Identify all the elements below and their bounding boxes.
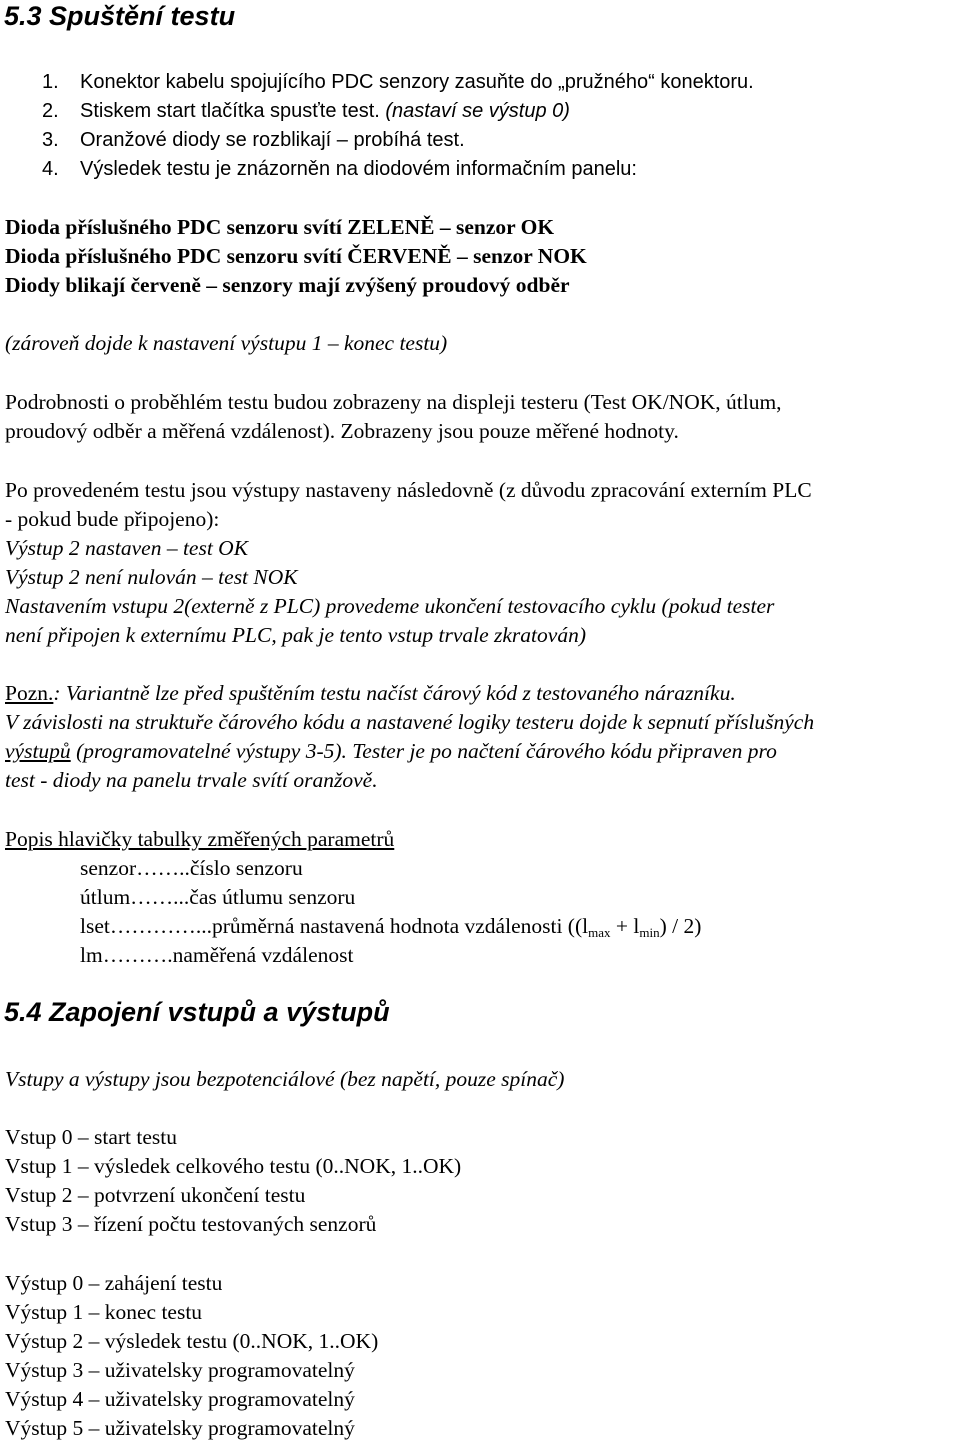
- input-0-line: Vstup 0 – start testu: [5, 1125, 177, 1149]
- input-3-line: Vstup 3 – řízení počtu testovaných senzorů: [5, 1212, 377, 1236]
- step-2: [42, 98, 570, 124]
- input-2-line: Vstup 2 – potvrzení ukončení testu: [5, 1183, 306, 1207]
- param-dots: ……….: [102, 943, 173, 967]
- step-number: 4.: [42, 158, 59, 180]
- table-header-row-utlum: [80, 884, 355, 910]
- table-header-row-lm: [80, 942, 353, 968]
- step-text: Oranžové diody se rozblikají – probíhá test.: [80, 129, 465, 151]
- note-line-4: test - diody na panelu trvale svítí oranžově.: [5, 768, 378, 792]
- output-0-line: Výstup 0 – zahájení testu: [5, 1271, 223, 1295]
- note-underlined-word: výstupů: [5, 739, 71, 763]
- param-desc: ..číslo senzoru: [179, 856, 303, 880]
- outputs-intro-line-2: - pokud bude připojeno):: [5, 507, 220, 531]
- step-text: Konektor kabelu spojujícího PDC senzory zasuňte do „pružného“ konektoru.: [80, 71, 754, 93]
- param-desc: naměřená vzdálenost: [172, 943, 354, 967]
- step-4: [42, 156, 637, 182]
- diode-red-line: Dioda příslušného PDC senzoru svítí ČERVENĚ – senzor NOK: [5, 244, 587, 268]
- subscript-min: min: [639, 925, 660, 940]
- output-2-ok-line: Výstup 2 nastaven – test OK: [5, 536, 249, 560]
- output-2-nok-line: Výstup 2 není nulován – test NOK: [5, 565, 298, 589]
- note-line-2: V závislosti na struktuře čárového kódu a nastavené logiky testeru dojde k sepnutí příslušných: [5, 710, 815, 734]
- note-text: : Variantně lze před spuštěním testu načíst čárový kód z testovaného nárazníku.: [53, 681, 736, 705]
- step-1: [42, 69, 754, 95]
- step-number: 2.: [42, 100, 59, 122]
- outputs-intro-line-1: Po provedeném testu jsou výstupy nastaveny následovně (z důvodu zpracování externím PLC: [5, 478, 812, 502]
- step-3: [42, 127, 465, 153]
- section-heading-5-3: 5.3 Spuštění testu: [4, 1, 236, 31]
- note-line-3: [5, 738, 777, 764]
- output-2-line: Výstup 2 – výsledek testu (0..NOK, 1..OK): [5, 1329, 379, 1353]
- output-5-line: Výstup 5 – uživatelsky programovatelný: [5, 1416, 355, 1440]
- step-note: (nastaví se výstup 0): [385, 100, 570, 122]
- step-number: 1.: [42, 71, 59, 93]
- concurrent-note: (zároveň dojde k nastavení výstupu 1 – konec testu): [5, 331, 448, 355]
- note-text: (programovatelné výstupy 3-5). Tester je po načtení čárového kódu připraven pro: [70, 739, 777, 763]
- subscript-max: max: [588, 925, 611, 940]
- param-dots: …………: [109, 914, 196, 938]
- table-header-title: Popis hlavičky tabulky změřených parametrů: [5, 827, 395, 851]
- param-dots: ……: [130, 885, 174, 909]
- diode-blink-line: Diody blikají červeně – senzory mají zvýšený proudový odběr: [5, 273, 570, 297]
- note-line-1: [5, 680, 736, 706]
- formula-end: ) / 2): [659, 914, 702, 938]
- param-key: útlum: [80, 885, 131, 909]
- param-key: lm: [80, 943, 103, 967]
- param-key: lset: [80, 914, 110, 938]
- table-header-row-senzor: [80, 855, 303, 881]
- input-2-line-1: Nastavením vstupu 2(externě z PLC) provedeme ukončení testovacího cyklu (pokud tester: [5, 594, 775, 618]
- output-1-line: Výstup 1 – konec testu: [5, 1300, 203, 1324]
- diode-green-line: Dioda příslušného PDC senzoru svítí ZELENĚ – senzor OK: [5, 215, 555, 239]
- step-text: Stiskem start tlačítka spusťte test.: [80, 100, 380, 122]
- output-3-line: Výstup 3 – uživatelsky programovatelný: [5, 1358, 355, 1382]
- input-2-line-2: není připojen k externímu PLC, pak je tento vstup trvale zkratován): [5, 623, 586, 647]
- step-number: 3.: [42, 129, 59, 151]
- step-text: Výsledek testu je znázorněn na diodovém informačním panelu:: [80, 158, 637, 180]
- param-desc: ...průměrná nastavená hodnota vzdálenosti ((l: [195, 914, 589, 938]
- details-line-2: proudový odběr a měřená vzdálenost). Zobrazeny jsou pouze měřené hodnoty.: [5, 419, 679, 443]
- param-desc: ...čas útlumu senzoru: [173, 885, 356, 909]
- param-key: senzor: [80, 856, 137, 880]
- param-dots: ……: [136, 856, 180, 880]
- details-line-1: Podrobnosti o proběhlém testu budou zobrazeny na displeji testeru (Test OK/NOK, útlum,: [5, 390, 782, 414]
- note-label: Pozn.: [5, 681, 54, 705]
- output-4-line: Výstup 4 – uživatelsky programovatelný: [5, 1387, 355, 1411]
- io-intro: Vstupy a výstupy jsou bezpotenciálové (bez napětí, pouze spínač): [5, 1067, 565, 1091]
- section-heading-5-4: 5.4 Zapojení vstupů a výstupů: [4, 997, 390, 1027]
- formula-plus: + l: [610, 914, 640, 938]
- input-1-line: Vstup 1 – výsledek celkového testu (0..NOK, 1..OK): [5, 1154, 462, 1178]
